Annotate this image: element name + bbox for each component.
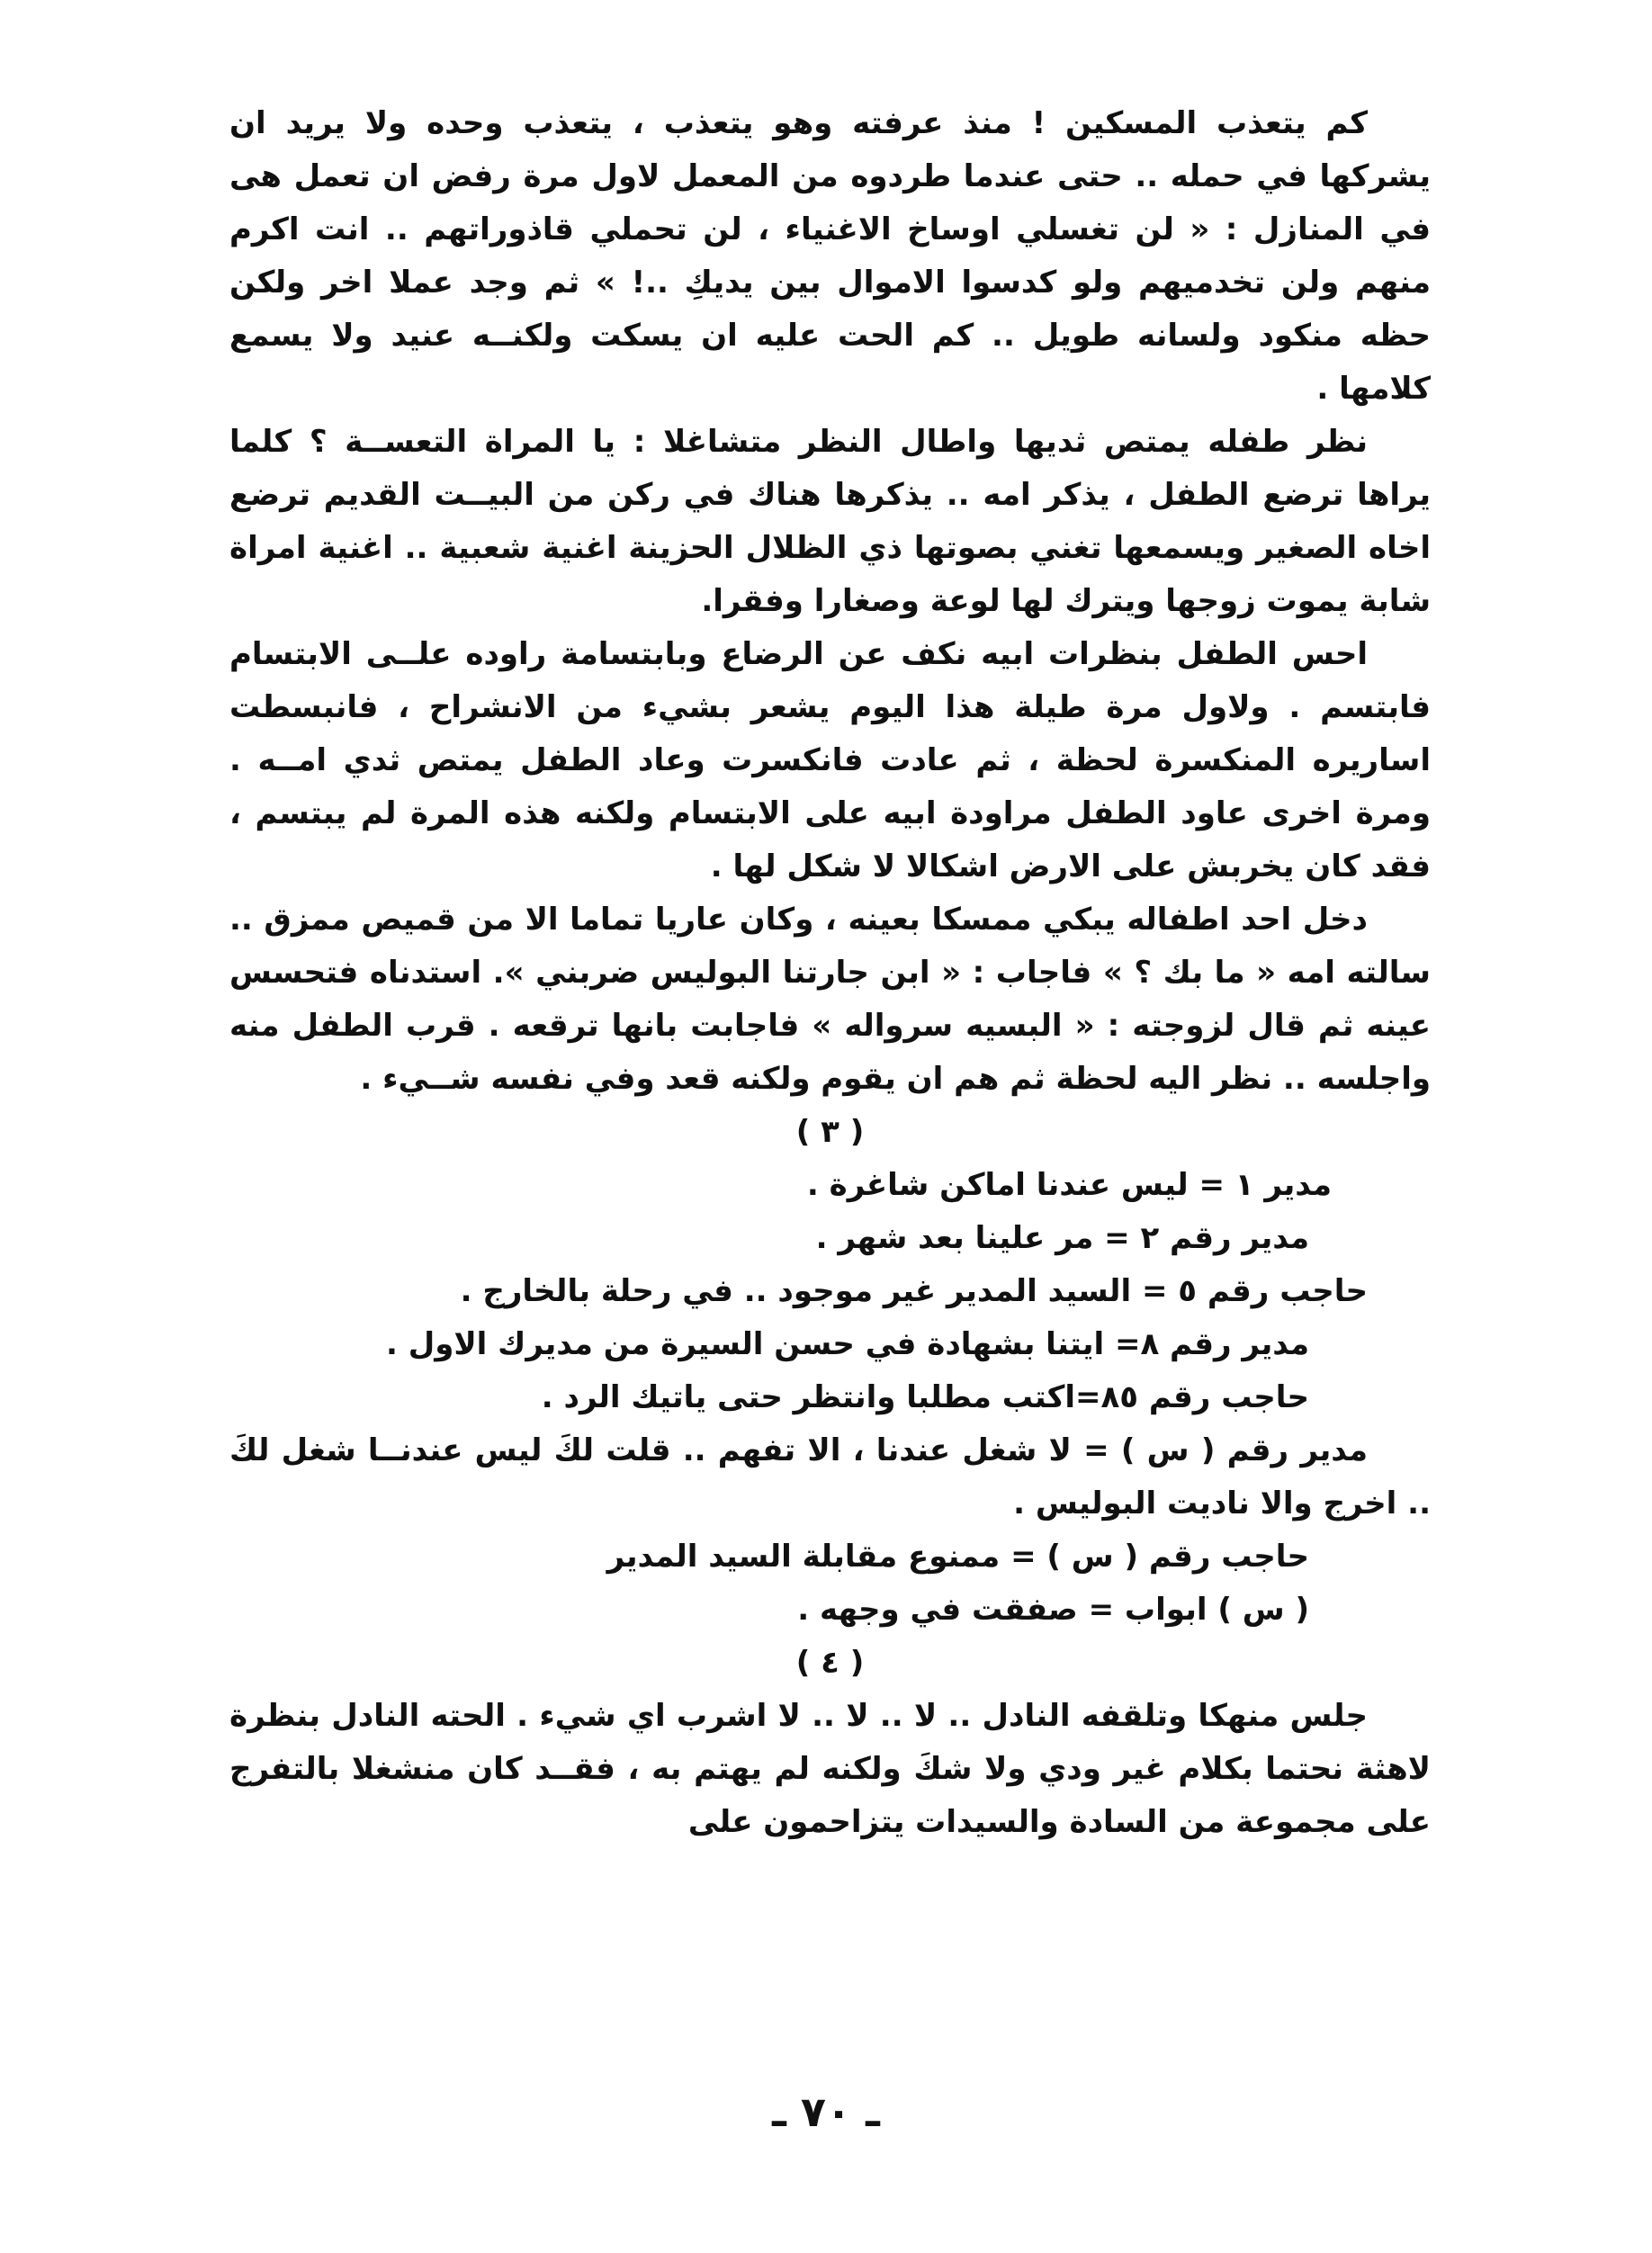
dialogue-line-3: حاجب رقم ٥ = السيد المدير غير موجود .. في رحلة بالخارج .: [460, 1273, 1368, 1309]
dialogue-line-7: حاجب رقم ( س ) = ممنوع مقابلة السيد المدير: [606, 1539, 1309, 1575]
paragraph-2: نظر طفله يمتص ثديها واطال النظر متشاغلا : يا المراة التعســة ؟ كلما يراها ترضع الطفل ، يذكر امه .. يذكرها هناك في ركن من البيــت القديم ترضع اخاه الصغير ويسمعها تغني بصوتها ذي الظلال الحزينة اغنية شعبية .. اغنية امراة شابة يموت زوجها ويترك لها لوعة وصغارا وفقرا.: [229, 424, 1431, 619]
section-3-heading: ( ٣ ): [795, 1114, 865, 1150]
dialogue-line-2: مدير رقم ٢ = مر علينا بعد شهر .: [815, 1220, 1309, 1256]
dialogue-line-5: حاجب رقم ٨٥=اكتب مطلبا وانتظر حتى ياتيك الرد .: [541, 1379, 1309, 1415]
page-number: ـ ٧٠ ـ: [772, 2087, 880, 2136]
paragraph-1: كم يتعذب المسكين ! منذ عرفته وهو يتعذب ، يتعذب وحده ولا يريد ان يشركها في حمله .. حتى عندما طردوه من المعمل لاول مرة رفض ان تعمل هى في المنازل : « لن تغسلي اوساخ الاغنياء ، لن تحملي قاذوراتهم .. انت اكرم منهم ولن تخدميهم ولو كدسوا الاموال بين يديكِ ..! » ثم وجد عملا اخر ولكن حظه منكود ولسانه طويل .. كم الحت عليه ان يسكت ولكنــه عنيد ولا يسمع كلامها .: [229, 105, 1431, 407]
dialogue-line-1: مدير ١ = ليس عندنا اماكن شاغرة .: [806, 1167, 1332, 1203]
text-column: [229, 97, 1431, 1849]
dialogue-line-4: مدير رقم ٨= ايتنا بشهادة في حسن السيرة من مديرك الاول .: [385, 1326, 1309, 1362]
section-4-heading: ( ٤ ): [795, 1645, 865, 1681]
dialogue-line-6: مدير رقم ( س ) = لا شغل عندنا ، الا تفهم .. قلت لكَ ليس عندنــا شغل لكَ .. اخرج والا ناديت البوليس .: [229, 1432, 1431, 1521]
dialogue-line-8: ( س ) ابواب = صفقت في وجهه .: [797, 1592, 1309, 1628]
paragraph-3: احس الطفل بنظرات ابيه نكف عن الرضاع وبابتسامة راوده علــى الابتسام فابتسم . ولاول مرة طيلة هذا اليوم يشعر بشيء من الانشراح ، فانبسطت اساريره المنكسرة لحظة ، ثم عادت فانكسرت وعاد الطفل يمتص ثدي امــه . ومرة اخرى عاود الطفل مراودة ابيه على الابتسام ولكنه هذه المرة لم يبتسم ، فقد كان يخربش على الارض اشكالا لا شكل لها .: [229, 636, 1431, 884]
paragraph-4: دخل احد اطفاله يبكي ممسكا بعينه ، وكان عاريا تماما الا من قميص ممزق .. سالته امه « ما بك ؟ » فاجاب : « ابن جارتنا البوليس ضربني ». استدناه فتحسس عينه ثم قال لزوجته : « البسيه سرواله » فاجابت بانها ترقعه . قرب الطفل منه واجلسه .. نظر اليه لحظة ثم هم ان يقوم ولكنه قعد وفي نفسه شــيء .: [229, 902, 1431, 1097]
paragraph-5: جلس منهكا وتلقفه النادل .. لا .. لا .. لا اشرب اي شيء . الحته النادل بنظرة لاهثة نحتما بكلام غير ودي ولا شكَ ولكنه لم يهتم به ، فقــد كان منشغلا بالتفرج على مجموعة من السادة والسيدات يتزاحمون على: [229, 1698, 1431, 1840]
